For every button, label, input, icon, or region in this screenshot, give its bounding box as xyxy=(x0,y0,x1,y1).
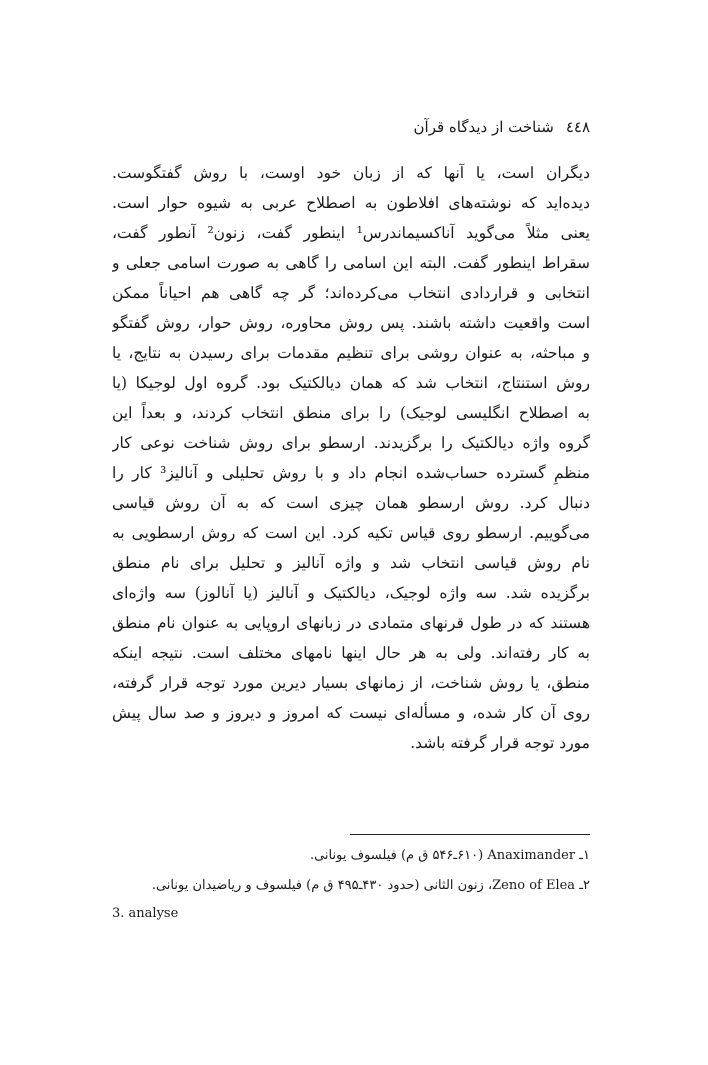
text-line: است واقعیت داشته باشند. پس روش محاوره، روش حوار، روش گفتگو xyxy=(112,314,590,332)
footnote: ۲ـ Zeno of Elea، زنون الثانی (حدود ۴۳۰ـ۴۹۵ ق م) فیلسوف و ریاضیدان یونانی. xyxy=(151,878,590,893)
text-line: منظمِ گسترده حساب‌شده انجام داد و با روش تحلیلی و آنالیز³ کار را xyxy=(112,464,590,482)
page-number: ٤٤٨ xyxy=(565,118,590,136)
text-line: دیگران است، یا آنها که از زبان خود اوست، با روش گفتگوست. xyxy=(112,164,590,182)
text-line: به اصطلاح انگلیسی لوجیک) را برای منطق انتخاب کردند، و بعداً این xyxy=(112,404,590,422)
text-line: سقراط اینطور گفت. البته این اسامی را گاهی به صورت اسامی جعلی و xyxy=(112,254,590,272)
text-line: روی آن کار شده، و مسأله‌ای نیست که امروز و دیروز و صد سال پیش xyxy=(112,704,590,722)
body-text xyxy=(112,158,590,758)
text-line: به کار رفته‌اند. ولی به هر حال اینها نامهای مختلف است. نتیجه اینکه xyxy=(112,644,590,662)
text-line: و مباحثه، به عنوان روشی برای تنظیم مقدمات برای رسیدن به نتایج، یا xyxy=(112,344,590,362)
text-line: انتخابی و قراردادی انتخاب می‌کرده‌اند؛ گر چه گاهی هم احیاناً ممکن xyxy=(112,284,590,302)
text-line: دنبال کرد. روش ارسطو همان چیزی است که به آن روش قیاسی xyxy=(112,494,590,512)
running-header xyxy=(414,118,590,136)
text-line: دیده‌اید که نوشته‌های افلاطون به اصطلاح عربی به شیوه حوار است. xyxy=(112,194,590,212)
text-line: نام روش قیاسی انتخاب شد و واژه آنالیز و تحلیل برای نام منطق xyxy=(112,554,590,572)
text-line: منطق، یا روش شناخت، از زمانهای بسیار دیرین مورد توجه قرار گرفته، xyxy=(112,674,590,692)
footnote: ۱ـ Anaximander (۶۱۰ـ۵۴۶ ق م) فیلسوف یونانی. xyxy=(309,848,590,863)
chapter-title: شناخت از دیدگاه قرآن xyxy=(413,118,554,136)
text-line: یعنی مثلاً می‌گوید آناکسیماندرس¹ اینطور گفت، زنون² آنطور گفت، xyxy=(112,224,590,242)
text-line: هستند که در طول قرنهای متمادی در زبانهای اروپایی به عنوان نام منطق xyxy=(112,614,590,632)
text-line: گروه واژه دیالکتیک را برگزیدند. ارسطو برای روش شناخت نوعی کار xyxy=(112,434,590,452)
text-line: مورد توجه قرار گرفته باشد. xyxy=(410,734,590,752)
text-line: روش استنتاج، انتخاب شد که همان دیالکتیک بود. گروه اول لوجیکا (یا xyxy=(112,374,590,392)
footnote: 3. analyse xyxy=(112,906,179,921)
footnote-divider xyxy=(350,834,590,835)
text-line: برگزیده شد. سه واژه لوجیک، دیالکتیک و آنالیز (یا آنالوز) سه واژه‌ای xyxy=(112,584,590,602)
text-line: می‌گوییم. ارسطو روی قیاس تکیه کرد. این است که روش ارسطویی به xyxy=(112,524,590,542)
